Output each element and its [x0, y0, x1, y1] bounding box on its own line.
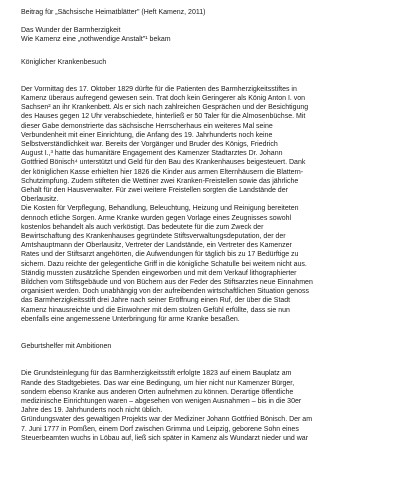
text-line: des Hauses gegen 12 Uhr verabschiedete, hinterließ er 50 Taler für die Almosenbüchse. Mit [21, 113, 306, 121]
text-line: dennoch etliche Sorgen. Arme Kranke wurden gegen Vorlage eines Zeugnisses sowohl [21, 214, 292, 222]
text-line: Gründungsvater des gewaltigen Projekts war der Mediziner Johann Gottfried Bönisch. Der am [21, 416, 313, 424]
text-line: Ständig mussten zusätzliche Spenden eingeworben und mit dem Verkauf lithographierter [21, 269, 297, 277]
text-line: sichern. Dazu reichte der gelegentliche Griff in die königliche Schatulle bei weitem nicht aus. [21, 260, 307, 268]
section-heading-koeniglicher-krankenbesuch: Königlicher Krankenbesuch [21, 58, 107, 66]
text-line: Gehalt für den Hausverwalter. Für zwei weitere Freistellen sorgten die Landstände der [21, 187, 288, 195]
text-line: Rates und der Stiftsarzt angehörten, die Aufwendungen für täglich bis zu 17 Bedürftige zu [21, 251, 299, 259]
text-line: das Barmherzigkeitsstift drei Jahre nach seiner Eröffnung einen Ruf, der über die Stadt [21, 297, 291, 305]
text-line: Die Grundsteinlegung für das Barmherzigkeitsstift erfolgte 1823 auf einem Bauplatz am [21, 370, 292, 378]
text-line: organisiert werden. Doch unabhängig von der aufreibenden wirtschaftlichen Situation genoss [21, 288, 309, 296]
article-title: Das Wunder der Barmherzigkeit [21, 27, 121, 35]
section-heading-geburtshelfer: Geburtshelfer mit Ambitionen [21, 343, 112, 351]
text-line: Amtshauptmann der Oberlausitz, Vertreter der Landstände, ein Vertreter des Kamenzer [21, 242, 292, 250]
text-line: sondern ebenso Kranke aus anderen Orten aufnehmen zu können. Derartige öffentliche [21, 388, 294, 396]
text-line: Schutzimpfung. Zudem stifteten die Wettiner zwei Kranken-Freistellen sowie das jährliche [21, 177, 299, 185]
text-line: Verbundenheit mit einer Einrichtung, die Anfang des 19. Jahrhunderts noch keine [21, 131, 273, 139]
text-line: August I.,³ hatte das humanitäre Engagement des Kamenzer Stadtarztes Dr. Johann [21, 150, 283, 158]
text-line: Kamenz hinausreichte und die Einwohner mit dem stolzen Gefühl erfüllte, dass sie nun [21, 306, 290, 314]
section2-body [21, 369, 388, 443]
text-line: Jahre des 19. Jahrhunderts noch nicht üblich. [21, 407, 163, 415]
text-line: ebenfalls eine angemessene Unterbringung für arme Kranke besaßen. [21, 315, 240, 323]
text-line: Selbstverständlichkeit war. Bereits der Vorgänger und Bruder des Königs, Friedrich [21, 141, 278, 149]
text-line: medizinische Einrichtungen waren – abgesehen von wenigen Ausnahmen – bis in die 30er [21, 397, 302, 405]
article-subtitle: Wie Kamenz eine „nothwendige Anstalt"¹ bekam [21, 36, 171, 44]
text-line: dieser Gabe demonstrierte das sächsische Herrscherhaus ein weiteres Mal seine [21, 122, 273, 130]
text-line: Gottfried Bönisch⁴ unterstützt und Geld für den Bau des Krankenhauses beigesteuert. Dank [21, 159, 306, 167]
text-line: Sachsen² an ihr Krankenbett. Als er sich nach zahlreichen Gesprächen und der Besichtigung [21, 104, 309, 112]
text-line: 7. Juni 1777 in Pomßen, einem Dorf zwischen Grimma und Leipzig, geborene Sohn eines [21, 425, 299, 433]
text-line: der königlichen Kasse erhielten hier 1826 die Kinder aus armen Elternhäusern die Blattern- [21, 168, 304, 176]
text-line: Bildchen vom Stiftsgebäude und von Büchern aus der Feder des Stiftsarztes neue Einnahmen [21, 279, 313, 287]
text-line: Steuerbeamten wuchs in Löbau auf, ließ sich später in Kamenz als Wundarzt nieder und war [21, 434, 309, 442]
text-line: Die Kosten für Verpflegung, Behandlung, Beleuchtung, Heizung und Reinigung bereiteten [21, 205, 299, 213]
citation-line: Beitrag für „Sächsische Heimatblätter" (Heft Kamenz, 2011) [21, 9, 206, 16]
text-line: Der Vormittag des 17. Oktober 1829 dürfte für die Patienten des Barmherzigkeitsstiftes in [21, 85, 297, 93]
text-line: Kamenz überaus aufregend gewesen sein. Trat doch kein Geringerer als König Anton I. von [21, 95, 306, 103]
text-line: kostenlos behandelt als auch verköstigt. Das bedeutete für die zum Zweck der [21, 223, 264, 231]
text-line: Rande des Stadtgebietes. Das war eine Bedingung, um hier nicht nur Kamenzer Bürger, [21, 379, 295, 387]
text-line: Oberlausitz. [21, 196, 59, 204]
text-line: Bewirtschaftung des Krankenhauses gegründete Stiftsverwaltungsdeputation, der der [21, 233, 286, 241]
section1-body [21, 85, 388, 324]
